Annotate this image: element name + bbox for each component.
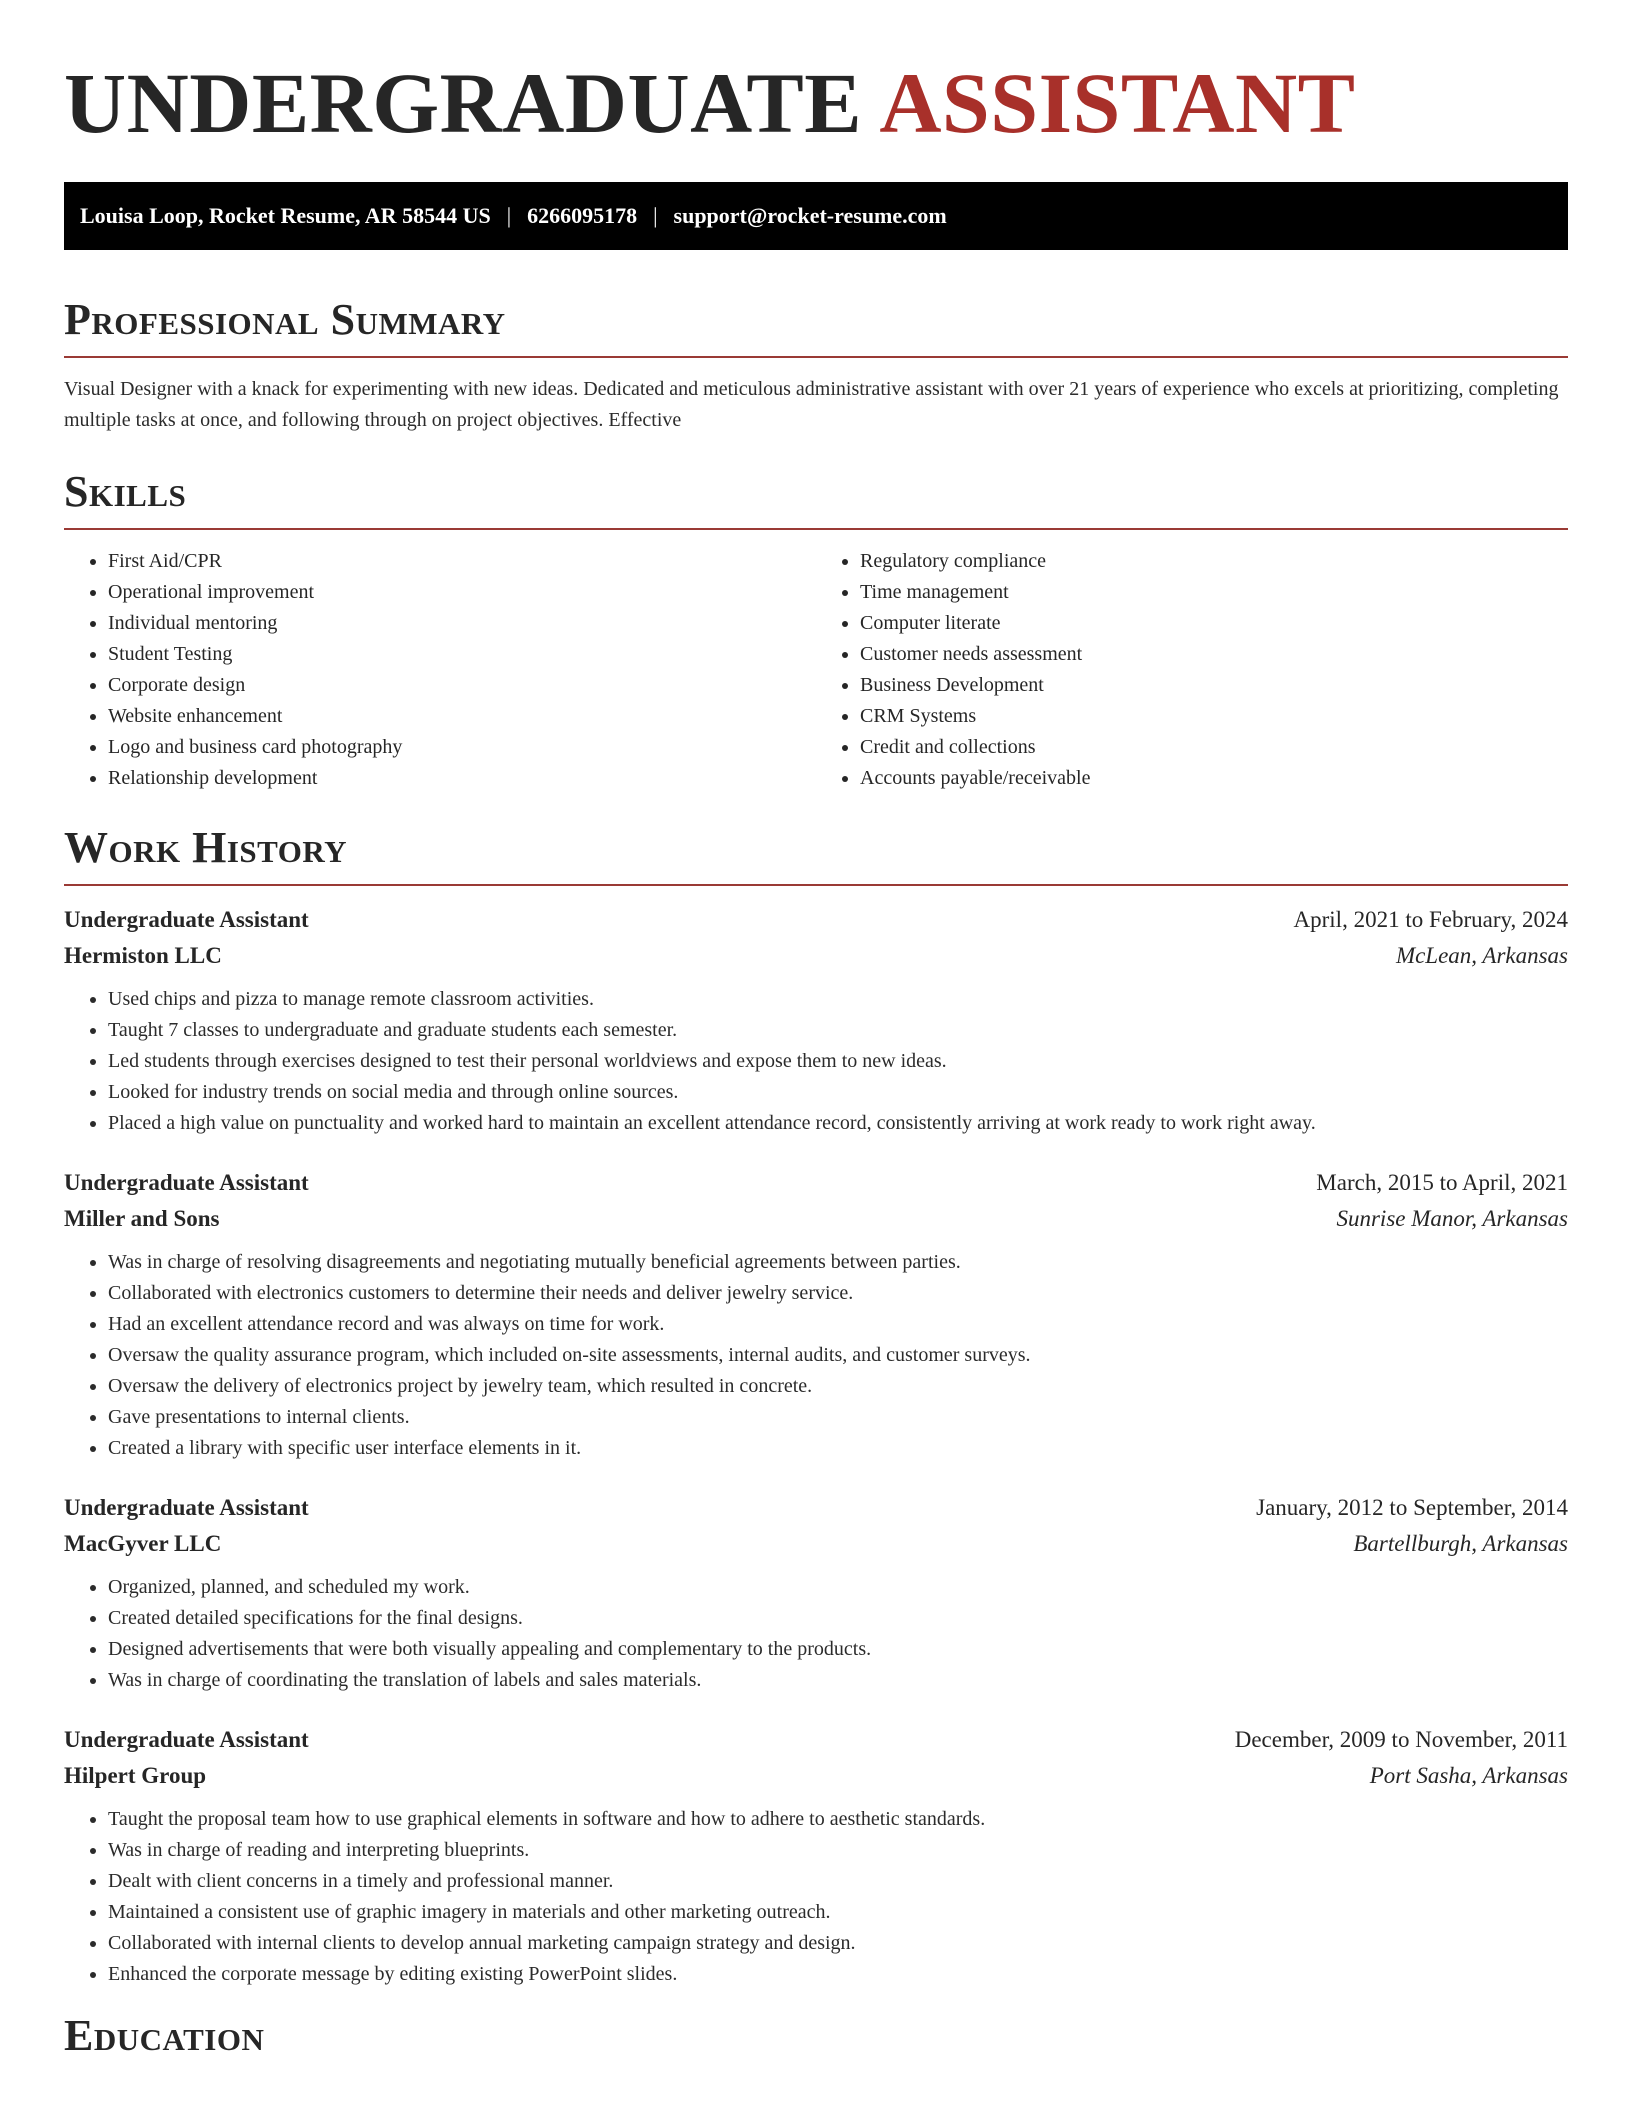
job-title: Undergraduate Assistant xyxy=(64,1495,309,1520)
job-subheader xyxy=(64,1526,1568,1562)
job-header xyxy=(64,1722,1568,1758)
page-title xyxy=(64,52,1568,151)
job-bullet: • Dealt with client concerns in a timely and professional manner. xyxy=(108,1866,1568,1897)
section-divider xyxy=(64,356,1568,358)
contact-email: support@rocket-resume.com xyxy=(673,203,947,228)
job-bullet: • Oversaw the quality assurance program, which included on-site assessments, internal audits, and customer surveys. xyxy=(108,1340,1568,1371)
contact-separator: | xyxy=(653,203,658,228)
job-bullet: • Collaborated with internal clients to develop annual marketing campaign strategy and design. xyxy=(108,1928,1568,1959)
skill-item: • Corporate design xyxy=(108,670,816,701)
job-bullet: • Collaborated with electronics customers to determine their needs and deliver jewelry service. xyxy=(108,1278,1568,1309)
title-main: UNDERGRADUATE xyxy=(64,55,863,151)
job-bullet: • Oversaw the delivery of electronics project by jewelry team, which resulted in concrete. xyxy=(108,1371,1568,1402)
education-section xyxy=(64,2011,1568,2060)
skill-item: • Operational improvement xyxy=(108,577,816,608)
job-bullets xyxy=(64,1804,1568,1990)
skills-list xyxy=(64,546,1568,794)
skill-item: • Individual mentoring xyxy=(108,608,816,639)
title-accent: ASSISTANT xyxy=(879,55,1356,151)
job-title: Undergraduate Assistant xyxy=(64,907,309,932)
job-bullet: • Enhanced the corporate message by editing existing PowerPoint slides. xyxy=(108,1959,1568,1990)
job-company: Hermiston LLC xyxy=(64,943,222,968)
job-bullet: • Used chips and pizza to manage remote classroom activities. xyxy=(108,984,1568,1015)
job-bullet: • Designed advertisements that were both visually appealing and complementary to the products. xyxy=(108,1634,1568,1665)
job-header xyxy=(64,902,1568,938)
job-bullet: • Led students through exercises designed to test their personal worldviews and expose them to new ideas. xyxy=(108,1046,1568,1077)
skill-item: • CRM Systems xyxy=(860,701,1568,732)
job-entry xyxy=(64,902,1568,1139)
work-history-heading: Work History xyxy=(64,823,348,872)
job-bullets xyxy=(64,1572,1568,1696)
job-company: MacGyver LLC xyxy=(64,1531,222,1556)
job-location: McLean, Arkansas xyxy=(1395,943,1568,968)
skill-item: • Accounts payable/receivable xyxy=(860,763,1568,794)
job-bullet: • Was in charge of coordinating the translation of labels and sales materials. xyxy=(108,1665,1568,1696)
job-entry xyxy=(64,1490,1568,1696)
job-bullets xyxy=(64,984,1568,1139)
skill-item: • Website enhancement xyxy=(108,701,816,732)
job-bullets xyxy=(64,1247,1568,1464)
job-dates: March, 2015 to April, 2021 xyxy=(1316,1170,1568,1195)
summary-section xyxy=(64,295,1568,436)
skill-item: • Time management xyxy=(860,577,1568,608)
job-bullet: • Was in charge of resolving disagreements and negotiating mutually beneficial agreements between parties. xyxy=(108,1247,1568,1278)
skill-item: • Computer literate xyxy=(860,608,1568,639)
job-subheader xyxy=(64,938,1568,974)
skill-item: • Business Development xyxy=(860,670,1568,701)
section-divider xyxy=(64,884,1568,886)
job-bullet: • Was in charge of reading and interpreting blueprints. xyxy=(108,1835,1568,1866)
education-heading: Education xyxy=(64,2011,265,2060)
job-bullet: • Created detailed specifications for the final designs. xyxy=(108,1603,1568,1634)
job-bullet: • Organized, planned, and scheduled my work. xyxy=(108,1572,1568,1603)
skill-item: • Relationship development xyxy=(108,763,816,794)
contact-address: Louisa Loop, Rocket Resume, AR 58544 US xyxy=(80,203,491,228)
skill-item: • First Aid/CPR xyxy=(108,546,816,577)
job-company: Hilpert Group xyxy=(64,1763,207,1788)
summary-text: Visual Designer with a knack for experimenting with new ideas. Dedicated and meticulous administrative assistant with over 21 years of experience who excels at prioritizing, completing multiple tasks at once, and following through on project objectives. Effective xyxy=(64,378,1559,431)
job-bullet: • Taught the proposal team how to use graphical elements in software and how to adhere to aesthetic standards. xyxy=(108,1804,1568,1835)
job-bullet: • Looked for industry trends on social media and through online sources. xyxy=(108,1077,1568,1108)
skill-item: • Logo and business card photography xyxy=(108,732,816,763)
skill-item: • Customer needs assessment xyxy=(860,639,1568,670)
job-location: Bartellburgh, Arkansas xyxy=(1353,1531,1568,1556)
skills-section xyxy=(64,467,1568,794)
job-company: Miller and Sons xyxy=(64,1206,220,1231)
job-location: Sunrise Manor, Arkansas xyxy=(1336,1206,1568,1231)
job-location: Port Sasha, Arkansas xyxy=(1369,1763,1568,1788)
skill-item: • Student Testing xyxy=(108,639,816,670)
job-dates: January, 2012 to September, 2014 xyxy=(1256,1495,1568,1520)
job-dates: April, 2021 to February, 2024 xyxy=(1293,907,1568,932)
job-title: Undergraduate Assistant xyxy=(64,1727,309,1752)
contact-bar xyxy=(64,182,1568,250)
contact-separator: | xyxy=(506,203,512,228)
job-bullet: • Placed a high value on punctuality and worked hard to maintain an excellent attendance record, consistently arriving at work ready to work right away. xyxy=(108,1108,1568,1139)
skills-column-left xyxy=(64,546,816,794)
job-subheader xyxy=(64,1758,1568,1794)
contact-phone: 6266095178 xyxy=(527,203,638,228)
skill-item: • Regulatory compliance xyxy=(860,546,1568,577)
job-bullet: • Gave presentations to internal clients. xyxy=(108,1402,1568,1433)
job-dates: December, 2009 to November, 2011 xyxy=(1234,1727,1568,1752)
work-history-section xyxy=(64,823,1568,1990)
skills-heading: Skills xyxy=(64,467,187,516)
job-bullet: • Maintained a consistent use of graphic imagery in materials and other marketing outreach. xyxy=(108,1897,1568,1928)
job-header xyxy=(64,1165,1568,1201)
job-title: Undergraduate Assistant xyxy=(64,1170,309,1195)
skills-column-right xyxy=(816,546,1568,794)
job-subheader xyxy=(64,1201,1568,1237)
job-entry xyxy=(64,1165,1568,1464)
job-bullet: • Had an excellent attendance record and was always on time for work. xyxy=(108,1309,1568,1340)
section-divider xyxy=(64,528,1568,530)
job-entry xyxy=(64,1722,1568,1990)
job-bullet: • Taught 7 classes to undergraduate and graduate students each semester. xyxy=(108,1015,1568,1046)
job-header xyxy=(64,1490,1568,1526)
job-bullet: • Created a library with specific user interface elements in it. xyxy=(108,1433,1568,1464)
skill-item: • Credit and collections xyxy=(860,732,1568,763)
summary-heading: Professional Summary xyxy=(64,295,506,344)
